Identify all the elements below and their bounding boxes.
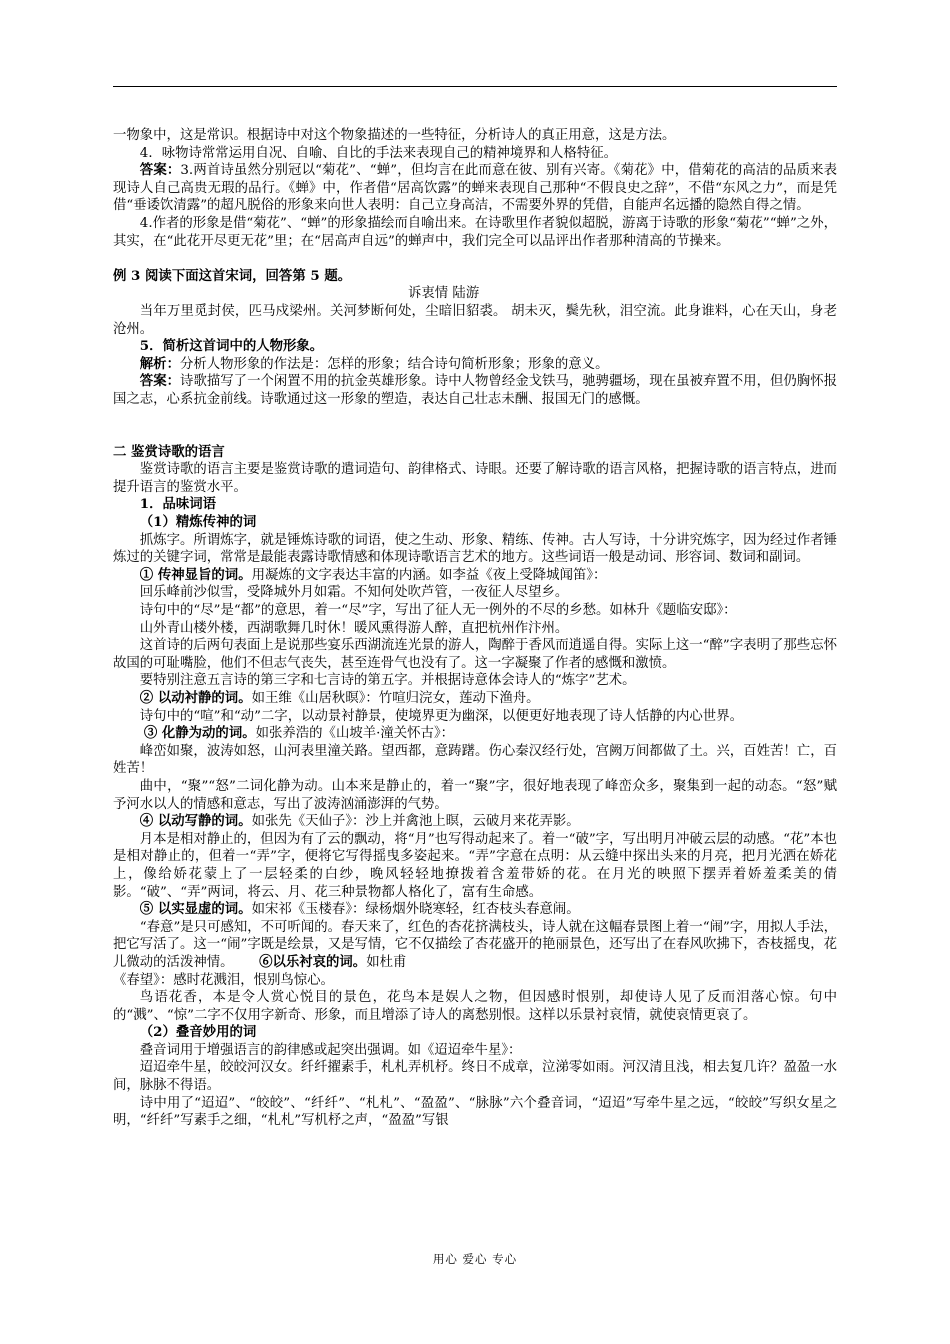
item-label: ① 传神显旨的词。 [139,566,252,583]
item-label: ④ 以动写静的词。 [139,813,252,830]
paragraph: 诗中用了“迢迢”、“皎皎”、“纤纤”、“札札”、“盈盈”、“脉脉”六个叠音词，“迢迢”写牵牛星之远，“皎皎”写织女星之明，“纤纤”写素手之细，“札札”写机杼之声，“盈盈”写银 [113,1095,837,1129]
paragraph: 4．咏物诗常常运用自况、自喻、自比的手法来表现自己的精神境界和人格特征。 [139,145,617,161]
poem-text: 回乐峰前沙似雪，受降城外月如霜。不知何处吹芦管，一夜征人尽望乡。 [139,585,569,601]
answer-label: 答案： [139,162,181,179]
paragraph: ③ 化静为动的词。如张养浩的《山坡羊·潼关怀古》： [143,725,455,742]
poem-text: 山外青山楼外楼，西湖歌舞几时休！暖风熏得游人醉，直把杭州作汴州。 [139,620,569,636]
paragraph: ① 传神显旨的词。用凝炼的文字表达丰富的内涵。如李益《夜上受降城闻笛》： [139,566,607,583]
poem-text: 峰峦如聚，波涛如怒，山河表里潼关路。望西都，意踌躇。伤心秦汉经行处，宫阙万间都做了土。兴，百姓苦！亡，百姓苦！ [113,743,837,777]
paragraph: 叠音词用于增强语言的韵律感或起突出强调。如《迢迢牵牛星》： [139,1042,522,1058]
subheading: 1．品味词语 [139,496,217,513]
analysis-label: 解析： [139,355,180,372]
paragraph: ② 以动衬静的词。如王维《山居秋暝》：竹喧归浣女，莲动下渔舟。 [139,690,540,706]
poem-title: 诉衷情 陆游 [408,286,480,302]
paragraph [113,162,837,215]
paragraph: 鉴赏诗歌的语言主要是鉴赏诗歌的遣词造句、韵律格式、诗眼。还要了解诗歌的语言风格，把握诗歌的语言特点，进而提升语言的鉴赏水平。 [113,462,837,495]
answer-text: 3.两首诗虽然分别冠以“菊花”、“蝉”，但均言在此而意在彼、别有兴寄。《菊花》中，借菊花的高洁的品质来表现诗人自己高贵无瑕的品行。《蝉》中，作者借“居高饮露”的蝉来表现自己那种“不假良史之辞”，不借“东风之力”，而是凭借“垂诿饮清露”的超凡脱俗的形象来向世人表明：自己立身高洁，不需要外界的凭借，自能声名远播的隐然自得之情。 [113,163,837,214]
paragraph: 要特别注意五言诗的第三字和七言诗的第五字。并根据诗意体会诗人的“炼字”艺术。 [139,673,636,689]
paragraph [113,373,837,408]
paragraph: ④ 以动写静的词。如张先《天仙子》：沙上并禽池上暝，云破月来花弄影。 [139,813,580,830]
paragraph: 月本是相对静止的，但因为有了云的飘动，将“月”也写得动起来了。着一“破”字，写出明月冲破云层的动感。“花”本也是相对静止的，但着一“弄”字，便将它写得摇曳多姿起来。“弄”字意在点明：从云缝中探出头来的月亮，把月光洒在娇花上，像给娇花蒙上了一层轻柔的白纱，晚风轻轻地撩拨着含羞带娇的花。在月光的映照下摆弄着娇羞柔美的倩影。“破”、“弄”两词，将云、月、花三种景物都人格化了，富有生命感。 [113,831,838,900]
poem-text: 《春望》：感时花溅泪，恨别鸟惊心。 [113,972,334,988]
paragraph: “春意”是只可感知，不可听闻的。春天来了，红色的杏花挤满枝头，诗人就在这幅春景图上着一“闹”字，用拟人手法，把它写活了。这一“闹”字既是绘景，又是写情，它不仅描绘了杏花盛开的艳丽景色，还写出了在春风吹拂下，杏枝摇曳，花儿微动的活泼神情。 ⑥以乐衬哀的词。如杜甫 [113,919,837,970]
analysis-text: 分析人物形象的作法是：怎样的形象；结合诗句简析形象；形象的意义。 [179,356,609,372]
paragraph: 一物象中，这是常识。根据诗中对这个物象描述的一些特征，分析诗人的真正用意，这是方法。 [113,128,676,143]
poem-text: 当年万里觅封侯，匹马戍梁州。关河梦断何处，尘暗旧貂裘。 胡未灭，鬓先秋，泪空流。此身谁料，心在天山，身老沧州。 [113,303,837,337]
subheading: （2）叠音妙用的词 [139,1024,257,1041]
page-footer: 用心 爱心 专心 [432,1252,518,1266]
answer-text: 诗歌描写了一个闲置不用的抗金英雄形象。诗中人物曾经金戈铁马，驰骋疆场，现在虽被弃置不用，但仍胸怀报国之志，心系抗金前线。诗歌通过这一形象的塑造，表达自己壮志未酬、报国无门的感慨。 [113,374,838,407]
poem-text: 迢迢牵牛星，皎皎河汉女。纤纤擢素手，札札弄机杼。终日不成章，泣涕零如雨。河汉清且浅，相去复几许？盈盈一水间，脉脉不得语。 [113,1060,837,1094]
document-body [113,127,837,1130]
section-heading: 二 鉴赏诗歌的语言 [113,443,225,460]
paragraph: 诗句中的“喧”和“动”二字，以动景衬静景，使境界更为幽深，以便更好地表现了诗人恬静的内心世界。 [139,708,743,724]
paragraph: 这首诗的后两句表面上是说那些宴乐西湖流连光景的游人，陶醉于香风而逍遥自得。实际上这一“醉”字表明了那些忘怀故国的可耻嘴脸，他们不但志气丧失，甚至连骨气也没有了。这一字凝聚了作者的感慨和激愤。 [113,638,837,671]
paragraph [113,356,837,374]
item-label: ⑤ 以实显虚的词。 [139,901,252,918]
paragraph: ⑤ 以实显虚的词。如宋祁《玉楼春》：绿杨烟外晓寒轻，红杏枝头春意闹。 [139,901,580,918]
item-label: ⑥以乐衬哀的词。 [259,953,367,970]
answer-label: 答案： [139,373,181,390]
item-label: ③ 化静为动的词。 [143,725,256,742]
paragraph: 鸟语花香，本是令人赏心悦目的景色，花鸟本是娱人之物，但因感时恨别，却使诗人见了反而泪落心惊。句中的“溅”、“惊”二字不仅用字新奇、形象，而且增添了诗人的离愁别恨。这样以乐景衬哀情，就使哀情更哀了。 [113,990,837,1023]
item-label: ② 以动衬静的词。 [139,690,252,706]
example-heading: 例 3 阅读下面这首宋词，回答第 5 题。 [113,267,352,284]
paragraph: 曲中，“聚”“怒”二词化静为动。山本来是静止的，着一“聚”字，很好地表现了峰峦众多，聚集到一起的动态。“怒”赋予河水以人的情感和意志，写出了波涛汹涌澎湃的气势。 [113,778,837,812]
subheading: （1）精炼传神的词 [139,514,257,531]
question: 5．简析这首词中的人物形象。 [139,338,324,355]
header-rule [113,86,837,87]
paragraph: 诗句中的“尽”是“都”的意思，着一“尽”字，写出了征人无一例外的不尽的乡愁。如林升《题临安邸》： [139,603,737,619]
paragraph: 抓炼字。所谓炼字，就是锤炼诗歌的词语，使之生动、形象、精练、传神。古人写诗，十分讲究炼字，因为经过作者锤炼过的关键字词，常常是最能表露诗歌情感和体现诗歌语言艺术的地方。这些词语一般是动词、形容词、数词和副词。 [113,532,837,566]
paragraph: 4.作者的形象是借“菊花”、“蝉”的形象描绘而自喻出来。在诗歌里作者貌似超脱，游离于诗歌的形象“菊花”“蝉”之外，其实，在“此花开尽更无花”里；在“居高声自远”的蝉声中，我们完全可以品评出作者那种清高的节操来。 [113,215,837,249]
